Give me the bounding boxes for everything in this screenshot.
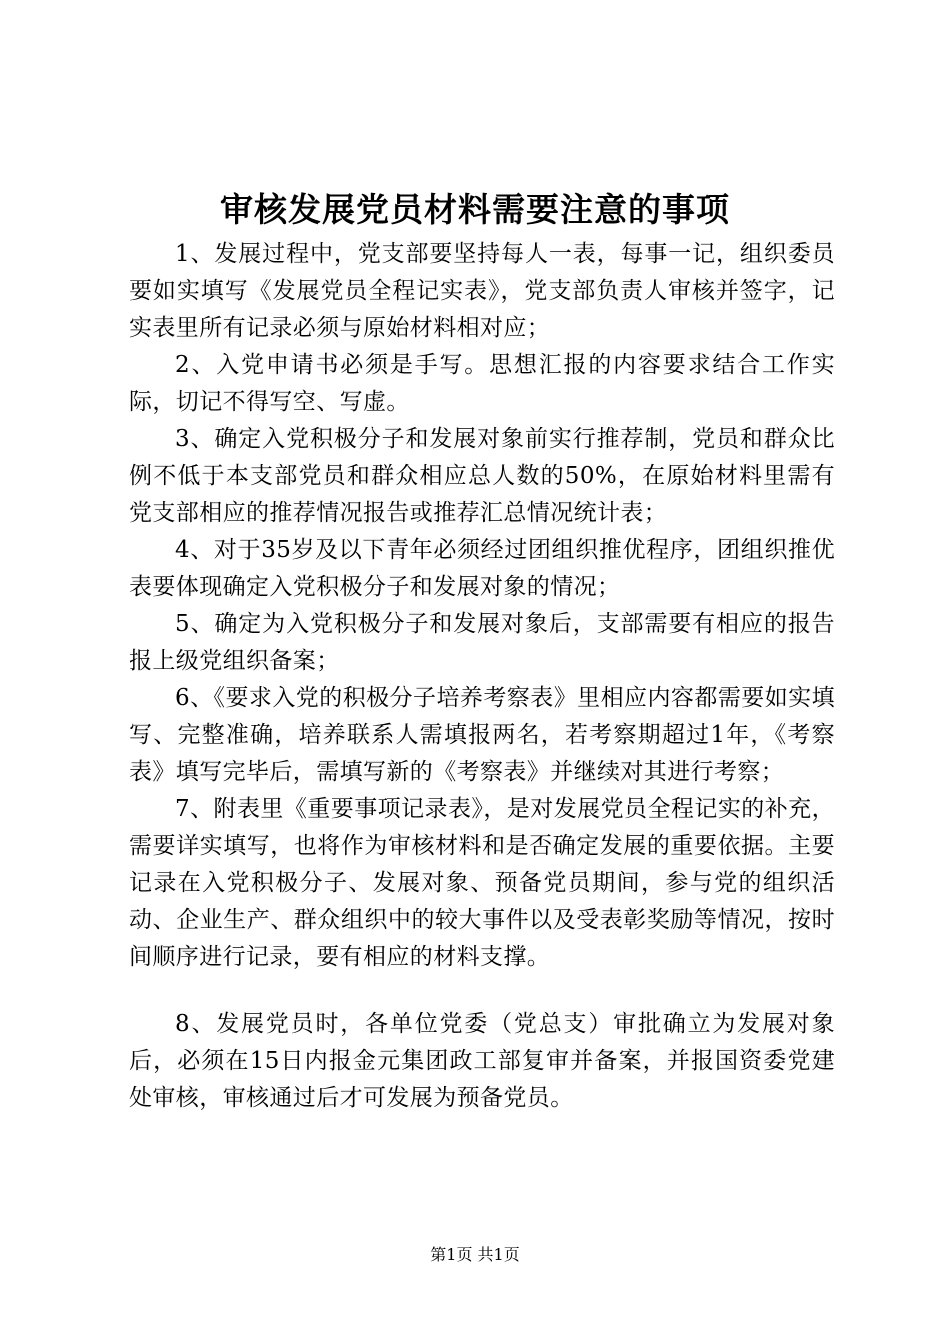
page-footer: 第1页 共1页 (430, 1245, 520, 1264)
document-title: 审核发展党员材料需要注意的事项 (220, 190, 730, 229)
paragraph-5: 5、确定为入党积极分子和发展对象后，支部需要有相应的报告报上级党组织备案； (129, 611, 835, 674)
document-body (129, 236, 835, 1117)
paragraph-2: 2、入党申请书必须是手写。思想汇报的内容要求结合工作实际，切记不得写空、写虚。 (129, 352, 835, 415)
paragraph-6: 6、《要求入党的积极分子培养考察表》里相应内容都需要如实填写、完整准确，培养联系人需填报两名，若考察期超过1年，《考察表》填写完毕后，需填写新的《考察表》并继续对其进行考察； (129, 685, 835, 785)
paragraph-7: 7、附表里《重要事项记录表》，是对发展党员全程记实的补充，需要详实填写，也将作为审核材料和是否确定发展的重要依据。主要记录在入党积极分子、发展对象、预备党员期间，参与党的组织活动、企业生产、群众组织中的较大事件以及受表彰奖励等情况，按时间顺序进行记录，要有相应的材料支撑。 (129, 796, 835, 970)
paragraph-4: 4、对于35岁及以下青年必须经过团组织推优程序，团组织推优表要体现确定入党积极分子和发展对象的情况； (129, 537, 835, 600)
paragraph-8: 8、发展党员时，各单位党委（党总支）审批确立为发展对象后，必须在15日内报金元集团政工部复审并备案，并报国资委党建处审核，审核通过后才可发展为预备党员。 (129, 1011, 835, 1111)
paragraph-1: 1、发展过程中，党支部要坚持每人一表，每事一记，组织委员要如实填写《发展党员全程记实表》，党支部负责人审核并签字，记实表里所有记录必须与原始材料相对应； (129, 241, 835, 341)
paragraph-3: 3、确定入党积极分子和发展对象前实行推荐制，党员和群众比例不低于本支部党员和群众相应总人数的50%，在原始材料里需有党支部相应的推荐情况报告或推荐汇总情况统计表； (129, 426, 835, 526)
